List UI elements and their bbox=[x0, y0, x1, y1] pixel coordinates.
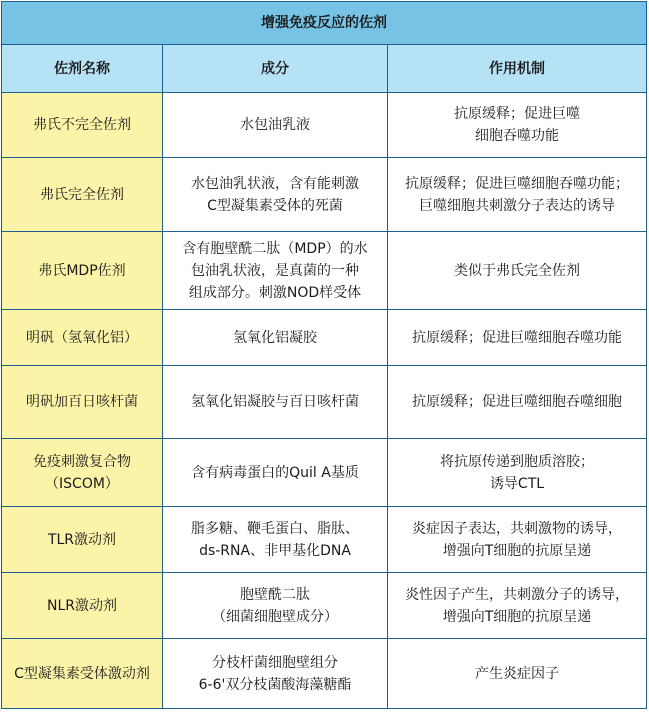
adjuvant-name-line: NLR激动剂 bbox=[47, 597, 117, 614]
adjuvant-component-line: 含有胞壁酰二肽（MDP）的水 bbox=[182, 240, 368, 257]
adjuvant-component-cell bbox=[163, 573, 388, 639]
adjuvant-name-cell bbox=[2, 573, 163, 639]
adjuvant-component-cell bbox=[163, 439, 388, 507]
adjuvant-mechanism-line: 抗原缓释；促进巨噬细胞吞噬功能 bbox=[412, 329, 622, 346]
table-row bbox=[2, 310, 647, 366]
adjuvant-mechanism-line: 将抗原传递到胞质溶胶； bbox=[440, 453, 594, 470]
adjuvant-mechanism-line: 抗原缓释；促进巨噬细胞吞噬细胞 bbox=[412, 394, 622, 410]
table-title-row bbox=[2, 2, 647, 45]
adjuvant-name-line: 明矾加百日咳杆菌 bbox=[26, 394, 138, 410]
table-row bbox=[2, 639, 647, 709]
adjuvant-mechanism-line: 增强向T细胞的抗原呈递 bbox=[442, 542, 592, 559]
adjuvant-mechanism-cell bbox=[388, 310, 647, 366]
adjuvant-component-cell bbox=[163, 93, 388, 158]
adjuvant-component-line: 分枝杆菌细胞壁组分 bbox=[212, 654, 338, 671]
table-row bbox=[2, 439, 647, 507]
adjuvant-component-line: 水包油乳状液，含有能刺激 bbox=[191, 175, 359, 192]
table-header-row bbox=[2, 45, 647, 93]
adjuvant-name-cell bbox=[2, 366, 163, 439]
table-title: 增强免疫反应的佐剂 bbox=[2, 2, 647, 45]
adjuvant-mechanism-cell bbox=[388, 366, 647, 439]
adjuvant-component-cell bbox=[163, 366, 388, 439]
adjuvant-mechanism-line: 抗原缓释；促进巨噬 bbox=[454, 106, 580, 122]
adjuvant-name-line: 弗氏MDP佐剂 bbox=[38, 262, 126, 279]
adjuvant-name-line: 弗氏不完全佐剂 bbox=[33, 117, 131, 133]
adjuvant-name-cell bbox=[2, 93, 163, 158]
adjuvant-mechanism-line: 产生炎症因子 bbox=[475, 665, 559, 682]
adjuvant-mechanism-cell bbox=[388, 232, 647, 310]
adjuvant-name-cell bbox=[2, 639, 163, 709]
adjuvant-component-line: C型凝集素受体的死菌 bbox=[207, 197, 343, 214]
adjuvant-name-line: C型凝集素受体激动剂 bbox=[14, 665, 150, 682]
adjuvant-component-line: （细菌细胞壁成分） bbox=[212, 608, 338, 625]
adjuvant-mechanism-cell bbox=[388, 573, 647, 639]
adjuvant-component-line: 含有病毒蛋白的Quil A基质 bbox=[191, 464, 359, 481]
adjuvant-mechanism-cell bbox=[388, 439, 647, 507]
adjuvant-mechanism-line: 诱导CTL bbox=[489, 475, 545, 492]
table-row bbox=[2, 232, 647, 310]
adjuvant-component-line: 组成部分。刺激NOD样受体 bbox=[188, 284, 362, 301]
table-row bbox=[2, 573, 647, 639]
table-row bbox=[2, 158, 647, 232]
adjuvant-component-line: 氢氧化铝凝胶与百日咳杆菌 bbox=[191, 394, 359, 410]
adjuvant-mechanism-line: 炎性因子产生，共刺激分子的诱导， bbox=[405, 586, 629, 603]
adjuvant-component-line: 水包油乳液 bbox=[240, 117, 310, 133]
adjuvant-mechanism-line: 细胞吞噬功能 bbox=[475, 128, 559, 144]
adjuvant-component-cell bbox=[163, 232, 388, 310]
adjuvant-component-cell bbox=[163, 507, 388, 573]
adjuvant-mechanism-cell bbox=[388, 507, 647, 573]
adjuvant-name-line: 明矾（氢氧化铝） bbox=[26, 329, 138, 346]
adjuvant-component-cell bbox=[163, 310, 388, 366]
adjuvant-component-line: ds-RNA、非甲基化DNA bbox=[199, 542, 351, 559]
adjuvant-mechanism-line: 增强向T细胞的抗原呈递 bbox=[442, 608, 592, 625]
adjuvant-table bbox=[1, 1, 647, 709]
adjuvant-mechanism-line: 类似于弗氏完全佐剂 bbox=[454, 262, 580, 279]
adjuvant-name-cell bbox=[2, 439, 163, 507]
adjuvant-component-line: 氢氧化铝凝胶 bbox=[233, 329, 317, 346]
adjuvant-component-line: 包油乳状液，是真菌的一种 bbox=[191, 262, 359, 279]
adjuvant-component-cell bbox=[163, 158, 388, 232]
adjuvant-component-cell bbox=[163, 639, 388, 709]
adjuvant-mechanism-cell bbox=[388, 158, 647, 232]
adjuvant-name-line: （ISCOM） bbox=[45, 475, 119, 492]
adjuvant-name-cell bbox=[2, 158, 163, 232]
adjuvant-component-line: 胞壁酰二肽 bbox=[240, 586, 310, 603]
adjuvant-component-line: 6-6'双分枝菌酸海藻糖酯 bbox=[198, 676, 352, 693]
table-row bbox=[2, 366, 647, 439]
adjuvant-mechanism-line: 抗原缓释；促进巨噬细胞吞噬功能； bbox=[405, 175, 629, 192]
column-header-mechanism: 作用机制 bbox=[388, 45, 647, 93]
adjuvant-name-cell bbox=[2, 232, 163, 310]
adjuvant-name-line: 弗氏完全佐剂 bbox=[40, 186, 124, 203]
adjuvant-name-line: TLR激动剂 bbox=[47, 531, 117, 548]
adjuvant-name-line: 免疫刺激复合物 bbox=[33, 453, 131, 470]
table-row bbox=[2, 93, 647, 158]
adjuvant-mechanism-cell bbox=[388, 639, 647, 709]
adjuvant-name-cell bbox=[2, 507, 163, 573]
adjuvant-mechanism-cell bbox=[388, 93, 647, 158]
adjuvant-name-cell bbox=[2, 310, 163, 366]
column-header-component: 成分 bbox=[163, 45, 388, 93]
adjuvant-mechanism-line: 炎症因子表达，共刺激物的诱导， bbox=[412, 520, 622, 537]
column-header-name: 佐剂名称 bbox=[2, 45, 163, 93]
adjuvant-component-line: 脂多糖、鞭毛蛋白、脂肽、 bbox=[191, 520, 359, 537]
adjuvant-mechanism-line: 巨噬细胞共刺激分子表达的诱导 bbox=[419, 197, 615, 214]
table-row bbox=[2, 507, 647, 573]
